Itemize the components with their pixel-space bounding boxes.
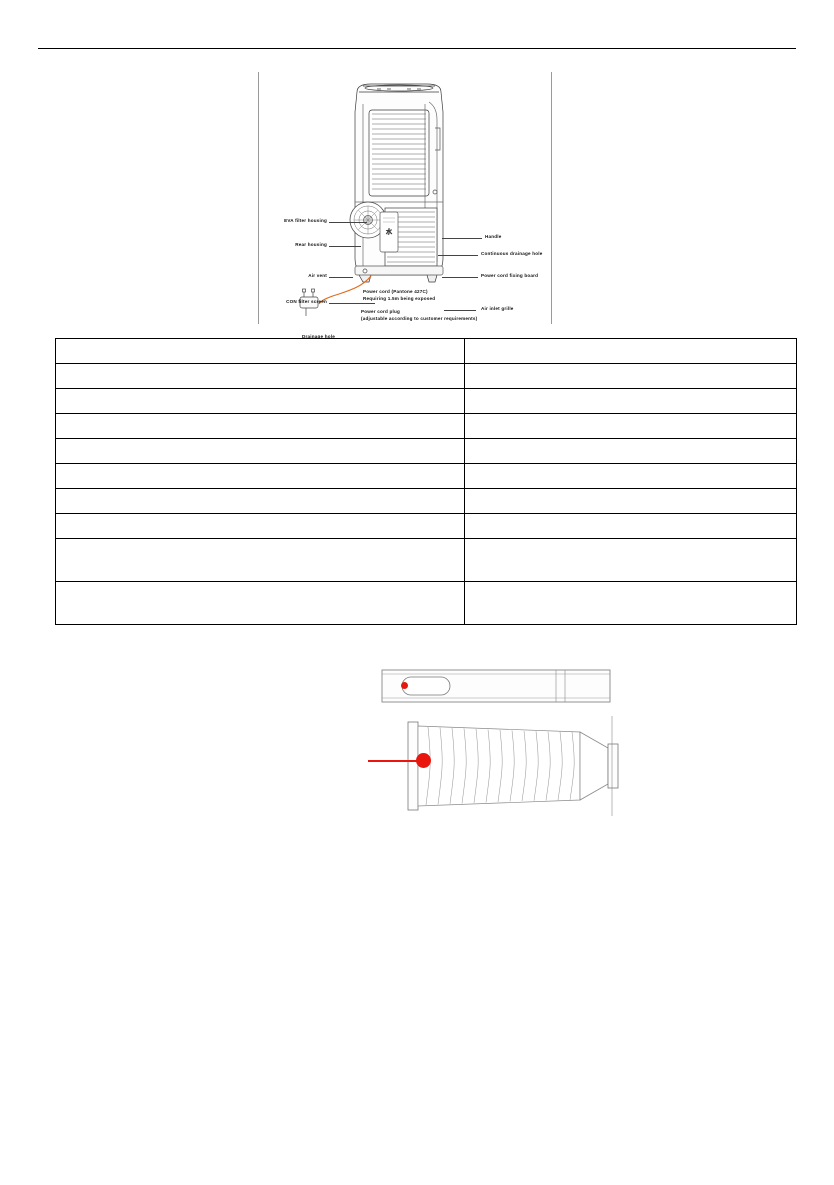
table-cell xyxy=(465,339,797,364)
marker-dot-exhaust-hose xyxy=(416,753,431,768)
table-row xyxy=(56,389,797,414)
callout-rear-housing: Rear housing xyxy=(295,242,327,247)
table-row xyxy=(56,514,797,539)
table-row xyxy=(56,414,797,439)
table-cell xyxy=(56,339,465,364)
leader-rear-housing xyxy=(329,246,361,247)
air-conditioner-drawing xyxy=(259,72,553,324)
marker-line-exhaust-hose xyxy=(368,760,420,762)
table-cell xyxy=(465,539,797,582)
leader-air-inlet-grille xyxy=(444,310,476,311)
table-cell xyxy=(465,439,797,464)
leader-handle xyxy=(442,238,482,239)
leader-con-filter-screen xyxy=(329,303,375,304)
table-row xyxy=(56,339,797,364)
table-cell xyxy=(465,514,797,539)
leader-eva-filter-housing xyxy=(329,222,367,223)
table-cell xyxy=(465,389,797,414)
table-cell xyxy=(465,464,797,489)
leader-air-vent xyxy=(329,277,353,278)
svg-text:水: 水 xyxy=(385,229,393,236)
figure-unit-diagram-inner xyxy=(259,72,551,339)
table-cell xyxy=(465,582,797,625)
callout-air-inlet-grille: Air inlet grille xyxy=(481,306,514,311)
note-power-cord-line1: Power cord (Pantone 427C) xyxy=(363,289,428,294)
table-cell xyxy=(56,489,465,514)
table-cell xyxy=(56,389,465,414)
table-row xyxy=(56,439,797,464)
table-row xyxy=(56,464,797,489)
callout-air-vent: Air vent xyxy=(308,273,327,278)
table-cell xyxy=(465,364,797,389)
table-cell xyxy=(56,414,465,439)
table-cell xyxy=(56,539,465,582)
figure-unit-diagram xyxy=(258,72,552,339)
table-row xyxy=(56,539,797,582)
callout-drainage-hole: Drainage hole xyxy=(302,334,335,339)
callout-con-filter-screen: CON filter screen xyxy=(286,299,327,304)
callout-continuous-drainage-hole: Continuous drainage hole xyxy=(481,251,543,256)
specification-table xyxy=(55,338,797,625)
header-rule xyxy=(38,48,796,49)
table-cell xyxy=(56,514,465,539)
leader-continuous-drainage-hole xyxy=(438,255,478,256)
table-row xyxy=(56,364,797,389)
leader-power-cord-fixing-board xyxy=(442,277,478,278)
table-cell xyxy=(465,414,797,439)
table-cell xyxy=(465,489,797,514)
specification-table-body xyxy=(56,339,797,625)
table-cell xyxy=(56,582,465,625)
callout-eva-filter-housing: EVA filter housing xyxy=(284,218,327,223)
note-power-cord-plug-line1: Power cord plug xyxy=(361,309,400,314)
note-power-cord-line2: Requiring 1.5m being exposed xyxy=(363,296,436,301)
marker-dot-window-slider xyxy=(401,682,408,689)
note-power-cord-plug-line2: (adjustable according to customer requirements) xyxy=(361,316,478,321)
table-cell xyxy=(56,464,465,489)
callout-handle: Handle xyxy=(485,234,502,239)
table-cell xyxy=(56,364,465,389)
table-row xyxy=(56,489,797,514)
table-row xyxy=(56,582,797,625)
figure-window-kit-and-hose xyxy=(360,660,650,835)
table-cell xyxy=(56,439,465,464)
callout-power-cord-fixing-board: Power cord fixing board xyxy=(481,273,539,278)
